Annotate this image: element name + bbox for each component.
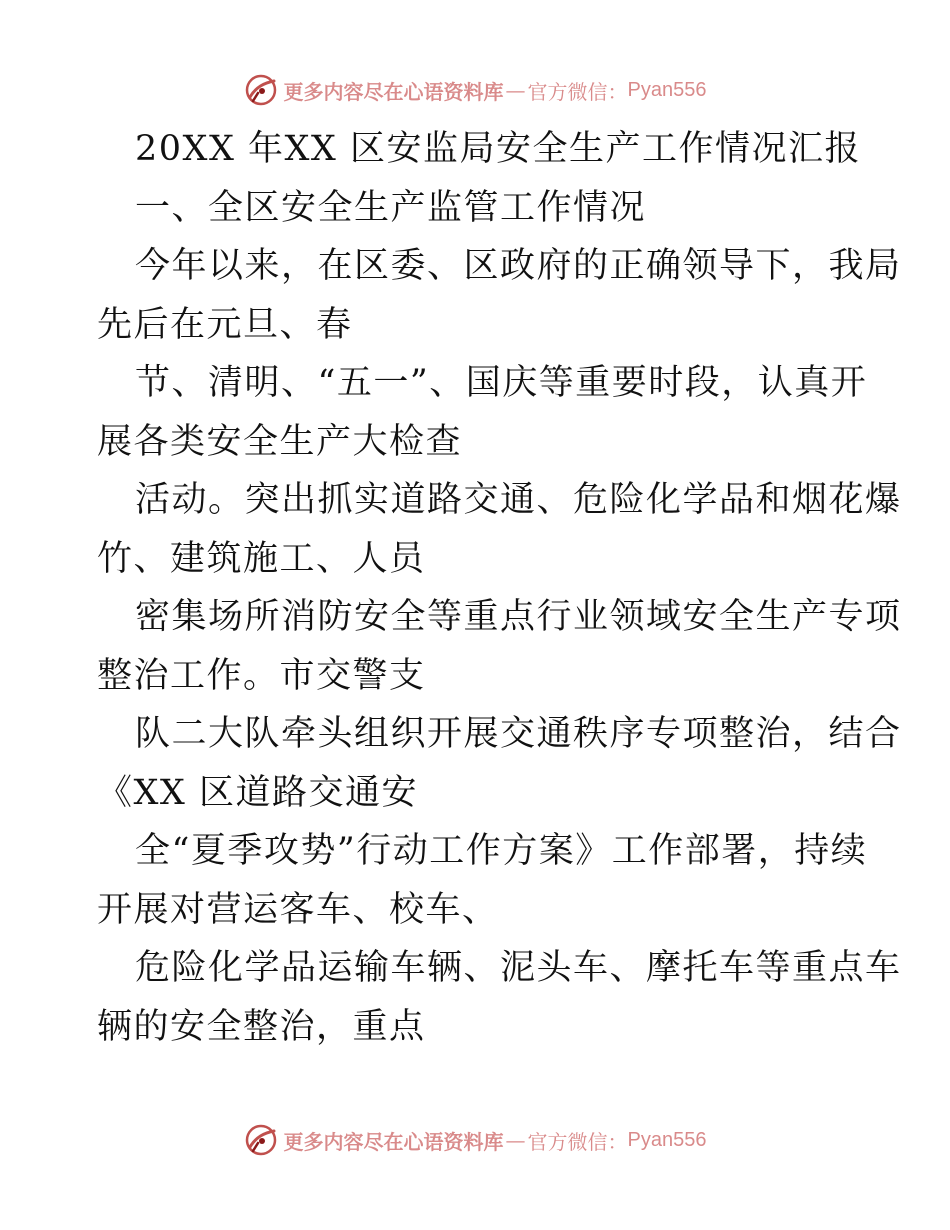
body-line: 今年以来，在区委、区政府的正确领导下，我局: [135, 246, 902, 286]
body-line: 辆的安全整治，重点: [97, 1006, 426, 1047]
body-line: 先后在元旦、春: [97, 304, 353, 345]
body-line: 队二大队牵头组织开展交通秩序专项整治，结合: [135, 714, 902, 754]
body-line: 危险化学品运输车辆、泥头车、摩托车等重点车: [135, 948, 902, 988]
watermark-wechat-label: 官方微信：: [527, 1129, 628, 1154]
watermark-text: 更多内容尽在心语资料库: [283, 1129, 504, 1154]
watermark-separator: —: [505, 1128, 526, 1152]
body-line: 密集场所消防安全等重点行业领域安全生产专项: [135, 597, 902, 637]
watermark-wechat-id: Pyan556: [627, 1128, 707, 1151]
body-line: 展各类安全生产大检查: [97, 421, 463, 462]
footer-watermark: [0, 1120, 950, 1160]
body-line: 整治工作。市交警支: [97, 655, 426, 696]
body-line: 竹、建筑施工、人员: [97, 538, 426, 579]
seal-logo-icon: [244, 73, 278, 107]
body-line: 《XX 区道路交通安: [97, 772, 418, 813]
document-body: [97, 120, 902, 1056]
body-line: 开展对营运客车、校车、: [97, 889, 499, 930]
watermark-separator: —: [505, 78, 526, 102]
body-line: 全“夏季攻势”行动工作方案》工作部署，持续: [135, 831, 868, 871]
watermark-wechat-label: 官方微信：: [527, 79, 628, 104]
seal-logo-icon: [244, 1123, 278, 1157]
body-line: 节、清明、“五一”、国庆等重要时段，认真开: [135, 363, 868, 403]
watermark-wechat-id: Pyan556: [627, 78, 707, 101]
watermark-text: 更多内容尽在心语资料库: [283, 79, 504, 104]
header-watermark: [0, 70, 950, 110]
body-line: 活动。突出抓实道路交通、危险化学品和烟花爆: [135, 480, 902, 520]
body-line: 一、全区安全生产监管工作情况: [135, 187, 647, 228]
document-title: 20XX 年XX 区安监局安全生产工作情况汇报: [135, 129, 861, 169]
